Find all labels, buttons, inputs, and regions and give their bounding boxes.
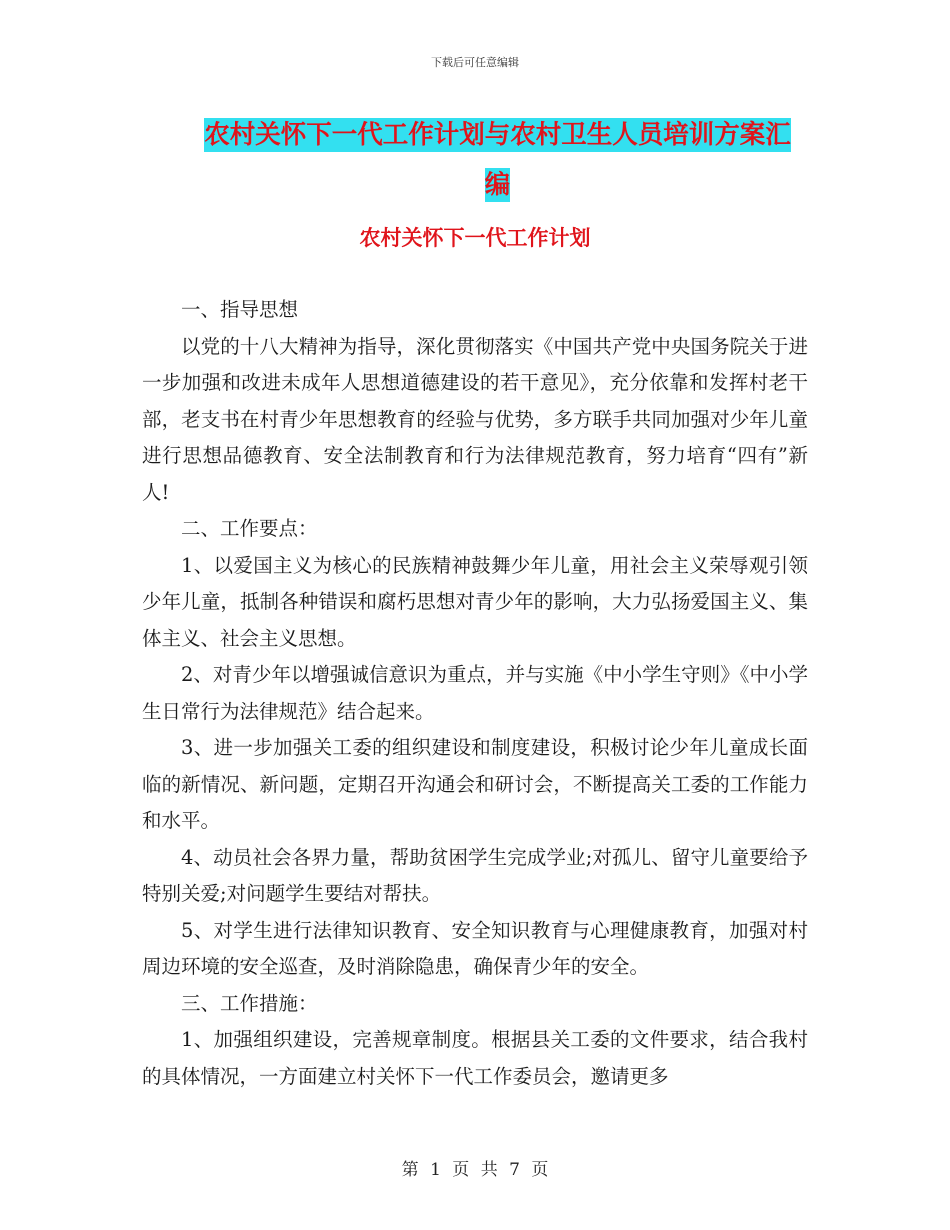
paragraph: 3、进一步加强关工委的组织建设和制度建设，积极讨论少年儿童成长面临的新情况、新问题，定期召开沟通会和研讨会，不断提高关工委的工作能力和水平。 (142, 736, 808, 832)
page-number: 第 1 页 共 7 页 (401, 1160, 549, 1180)
document-body (142, 292, 808, 1095)
title-line-1: 农村关怀下一代工作计划与农村卫生人员培训方案汇 (204, 120, 791, 150)
heading-guiding-ideology: 一、指导思想 (181, 298, 299, 321)
header-note: 下载后可任意编辑 (431, 56, 519, 69)
section-title: 农村关怀下一代工作计划 (359, 226, 591, 250)
document-title (190, 110, 805, 210)
heading-work-points: 二、工作要点： (181, 517, 318, 540)
paragraph: 5、对学生进行法律知识教育、安全知识教育与心理健康教育，加强对村周边环境的安全巡查，及时消除隐患，确保青少年的安全。 (142, 918, 808, 978)
paragraph: 4、动员社会各界力量，帮助贫困学生完成学业;对孤儿、留守儿童要给予特别关爱;对问题学生要结对帮扶。 (142, 845, 808, 905)
paragraph: 1、以爱国主义为核心的民族精神鼓舞少年儿童，用社会主义荣辱观引领少年儿童，抵制各种错误和腐朽思想对青少年的影响，大力弘扬爱国主义、集体主义、社会主义思想。 (142, 553, 808, 650)
title-line-2: 编 (484, 170, 511, 200)
heading-work-measures: 三、工作措施： (181, 991, 318, 1015)
paragraph: 1、加强组织建设，完善规章制度。根据县关工委的文件要求，结合我村的具体情况，一方面建立村关怀下一代工作委员会，邀请更多 (142, 1028, 808, 1088)
paragraph: 以党的十八大精神为指导，深化贯彻落实《中国共产党中央国务院关于进一步加强和改进未成年人思想道德建设的若干意见》，充分依靠和发挥村老干部，老支书在村青少年思想教育的经验与优势，多方联手共同加强对少年儿童进行思想品德教育、安全法制教育和行为法律规范教育，努力培育“四有”新人! (142, 334, 808, 504)
paragraph: 2、对青少年以增强诚信意识为重点，并与实施《中小学生守则》《中小学生日常行为法律规范》结合起来。 (142, 663, 808, 723)
